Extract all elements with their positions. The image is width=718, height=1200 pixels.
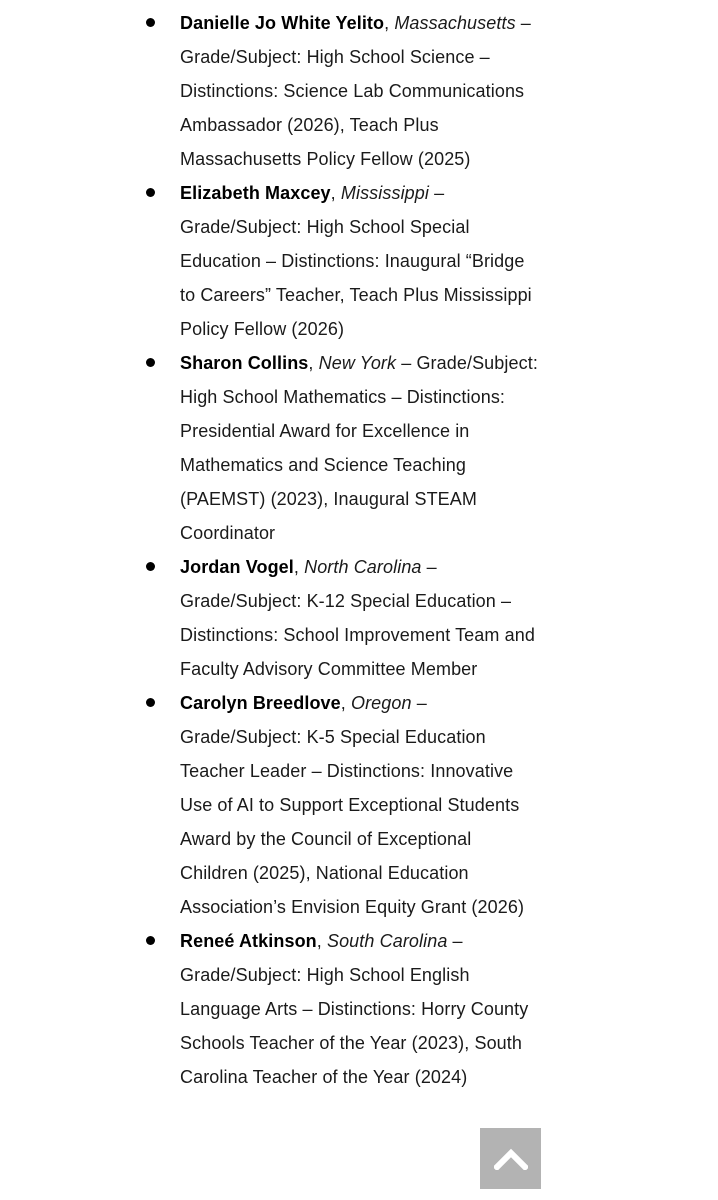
honoree-details: – Grade/Subject: K-5 Special Education Teacher Leader – Distinctions: Innovative Use of AI to Support Exceptional Students Award by the Council of Exceptional Children (2025), National Education Association’s Envision Equity Grant (2026) [180,693,525,917]
list-item [180,346,540,550]
honoree-details: – Grade/Subject: High School English Language Arts – Distinctions: Horry County Schools Teacher of the Year (2023), South Carolina Teacher of the Year (2024) [180,931,529,1087]
honoree-state: New York [318,353,397,373]
bullet [146,936,155,945]
separator: , [340,693,351,713]
honoree-state: Massachusetts [394,13,516,33]
bullet [146,562,155,571]
honoree-details: – Grade/Subject: K-12 Special Education – Distinctions: School Improvement Team and Faculty Advisory Committee Member [180,557,535,679]
honoree-state: South Carolina [326,931,448,951]
bullet [146,358,155,367]
separator: , [293,557,305,577]
honoree-name: Reneé Atkinson [180,931,317,951]
separator: , [384,13,395,33]
honoree-state: Mississippi [340,183,429,203]
separator: , [308,353,319,373]
list-item [180,686,540,924]
honoree-name: Sharon Collins [180,353,309,373]
honoree-details: – Grade/Subject: High School Science – Distinctions: Science Lab Communications Ambassador (2026), Teach Plus Massachusetts Policy Fellow (2025) [180,13,531,169]
honoree-details: – Grade/Subject: High School Mathematics – Distinctions: Presidential Award for Excellence in Mathematics and Science Teaching (PAEMST) (2023), Inaugural STEAM Coordinator [180,353,538,543]
honoree-name: Danielle Jo White Yelito [180,13,385,33]
honoree-details: – Grade/Subject: High School Special Education – Distinctions: Inaugural “Bridge to Careers” Teacher, Teach Plus Mississippi Policy Fellow (2026) [180,183,532,339]
separator: , [330,183,341,203]
list-item [180,176,540,346]
honoree-name: Jordan Vogel [180,557,294,577]
list-item [180,6,540,176]
honoree-state: North Carolina [304,557,422,577]
honoree-state: Oregon [350,693,412,713]
chevron-up-icon [494,1148,528,1170]
bullet [146,18,155,27]
bullet [146,188,155,197]
list-item [180,550,540,686]
honoree-list [180,6,540,1094]
bullet [146,698,155,707]
list-item [180,924,540,1094]
separator: , [316,931,327,951]
honoree-name: Carolyn Breedlove [180,693,341,713]
back-to-top-button[interactable] [480,1128,541,1189]
honoree-name: Elizabeth Maxcey [180,183,331,203]
